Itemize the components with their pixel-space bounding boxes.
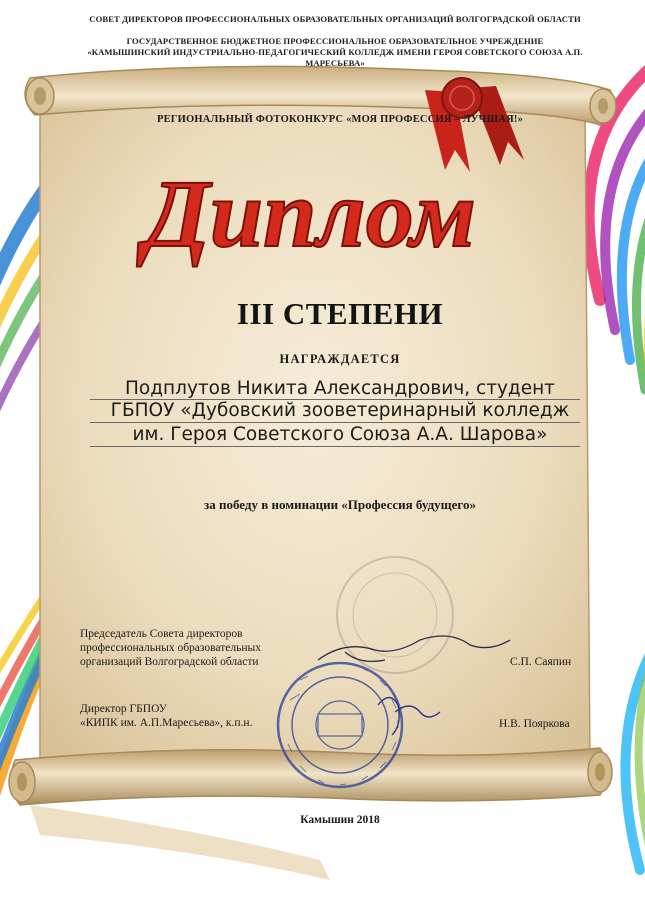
chair-title-line-1: Председатель Совета директоров (80, 628, 243, 640)
chair-name: С.П. Саяпин (510, 656, 572, 668)
school-line-2: «КАМЫШИНСКИЙ ИНДУСТРИАЛЬНО-ПЕДАГОГИЧЕСКИЙ КОЛЛЕДЖ ИМЕНИ ГЕРОЯ СОВЕТСКОГО СОЮЗА А.П. (87, 47, 583, 57)
underline-3 (90, 446, 580, 447)
director-name: Н.В. Пояркова (499, 718, 570, 730)
school-line-1: ГОСУДАРСТВЕННОЕ БЮДЖЕТНОЕ ПРОФЕССИОНАЛЬНОЕ ОБРАЗОВАТЕЛЬНОЕ УЧРЕЖДЕНИЕ (126, 36, 544, 46)
diploma-title-text: Диплом (144, 160, 476, 267)
awarded-label: НАГРАЖДАЕТСЯ (279, 352, 401, 366)
chair-title (80, 627, 261, 669)
degree: III СТЕПЕНИ (236, 296, 444, 331)
contest-title: РЕГИОНАЛЬНЫЙ ФОТОКОНКУРС «МОЯ ПРОФЕССИЯ – ЛУЧШАЯ!» (156, 114, 524, 125)
diploma-title (130, 158, 490, 268)
director-title-line-2: «КИПК им. А.П.Маресьева», к.п.н. (80, 717, 253, 729)
underline-1 (90, 399, 580, 400)
winner-line-3: им. Героя Советского Союза А.А. Шарова» (132, 424, 548, 445)
winner-line-1: Подплутов Никита Александрович, студент (125, 378, 555, 399)
chair-title-line-3: организаций Волгоградской области (80, 656, 259, 668)
nomination: за победу в номинации «Профессия будущего» (204, 497, 476, 512)
underline-2 (90, 422, 580, 423)
director-title (80, 702, 252, 730)
school-line-3: МАРЕСЬЕВА» (305, 58, 365, 68)
director-title-line-1: Директор ГБПОУ (80, 703, 167, 715)
city-year: Камышин 2018 (300, 814, 380, 826)
winner-line-2: ГБПОУ «Дубовский зооветеринарный колледж (110, 400, 570, 421)
council-header: СОВЕТ ДИРЕКТОРОВ ПРОФЕССИОНАЛЬНЫХ ОБРАЗОВАТЕЛЬНЫХ ОРГАНИЗАЦИЙ ВОЛГОГРАДСКОЙ ОБЛАСТИ (89, 14, 581, 24)
scroll-bottom-curl (11, 748, 608, 805)
chair-title-line-2: профессиональных образовательных (80, 642, 261, 654)
